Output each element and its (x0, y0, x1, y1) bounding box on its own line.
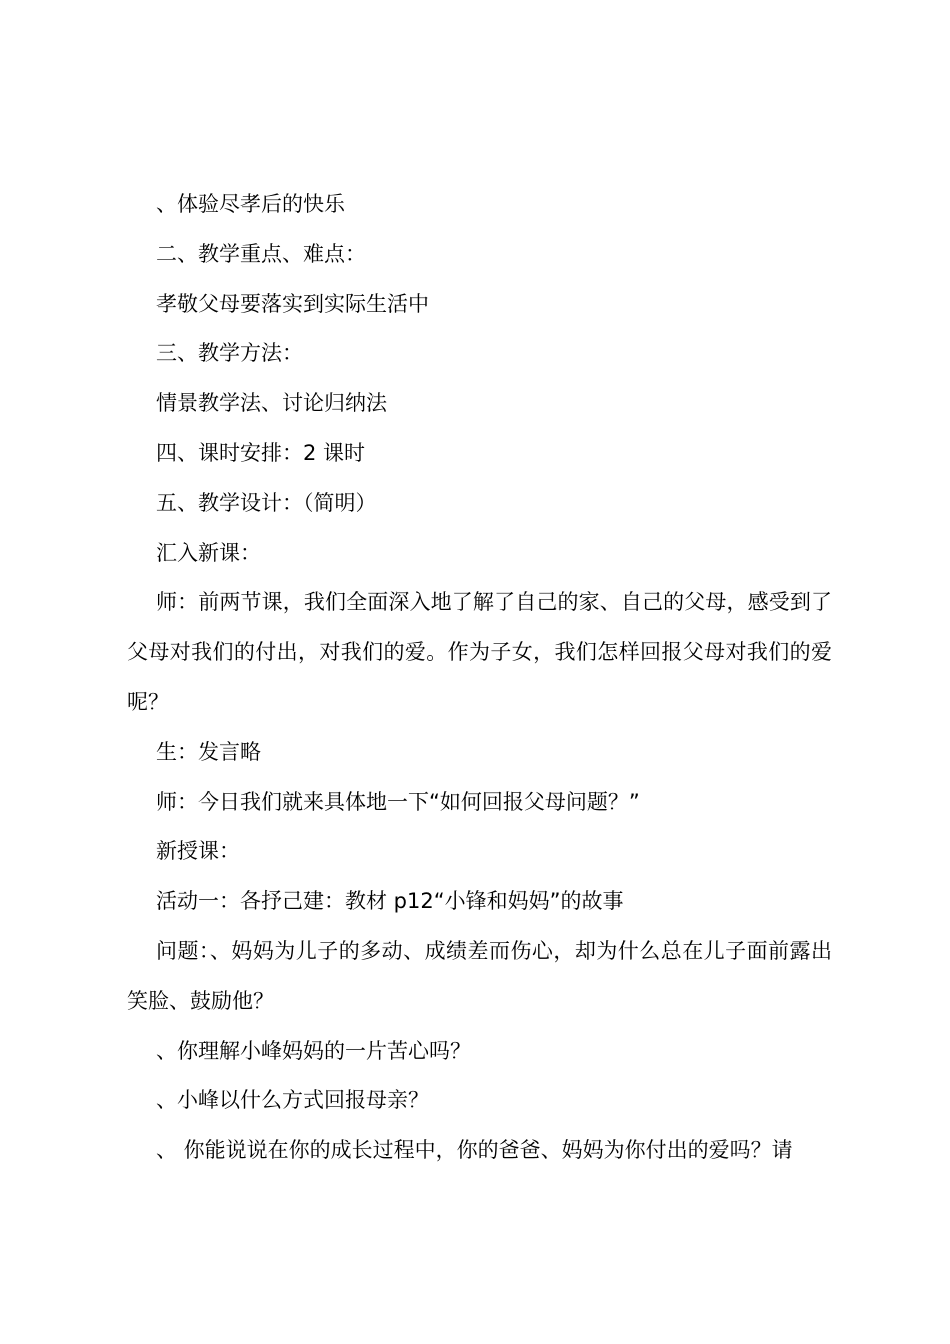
paragraph-17: 、 你能说说在你的成长过程中，你的爸爸、妈妈为你付出的爱吗？请 (156, 1138, 793, 1163)
paragraph-11: 师：今日我们就来具体地一下“如何回报父母问题？” (156, 789, 640, 814)
paragraph-2: 二、教学重点、难点： (156, 241, 366, 266)
paragraph-14: 问题：、妈妈为儿子的多动、成绩差而伤心，却为什么总在儿子面前露出笑脸、鼓励他？ (127, 938, 832, 1013)
paragraph-15: 、你理解小峰妈妈的一片苦心吗？ (156, 1038, 471, 1063)
paragraph-6: 四、课时安排：2 课时 (156, 440, 366, 465)
paragraph-4: 三、教学方法： (156, 341, 303, 366)
paragraph-13: 活动一：各抒己建：教材 p12“小锋和妈妈”的故事 (156, 889, 624, 914)
paragraph-1: 、体验尽孝后的快乐 (156, 192, 345, 216)
paragraph-7: 五、教学设计：（简明） (156, 490, 377, 515)
document-body (127, 180, 832, 1176)
paragraph-10: 生：发言略 (156, 739, 261, 764)
paragraph-12: 新授课： (156, 839, 240, 864)
paragraph-8: 汇入新课： (156, 540, 261, 565)
paragraph-16: 、小峰以什么方式回报母亲？ (156, 1088, 429, 1113)
paragraph-9: 师：前两节课，我们全面深入地了解了自己的家、自己的父母，感受到了父母对我们的付出，对我们的爱。作为子女，我们怎样回报父母对我们的爱呢？ (127, 590, 832, 714)
paragraph-5: 情景教学法、讨论归纳法 (156, 391, 387, 416)
paragraph-3: 孝敬父母要落实到实际生活中 (156, 291, 429, 316)
